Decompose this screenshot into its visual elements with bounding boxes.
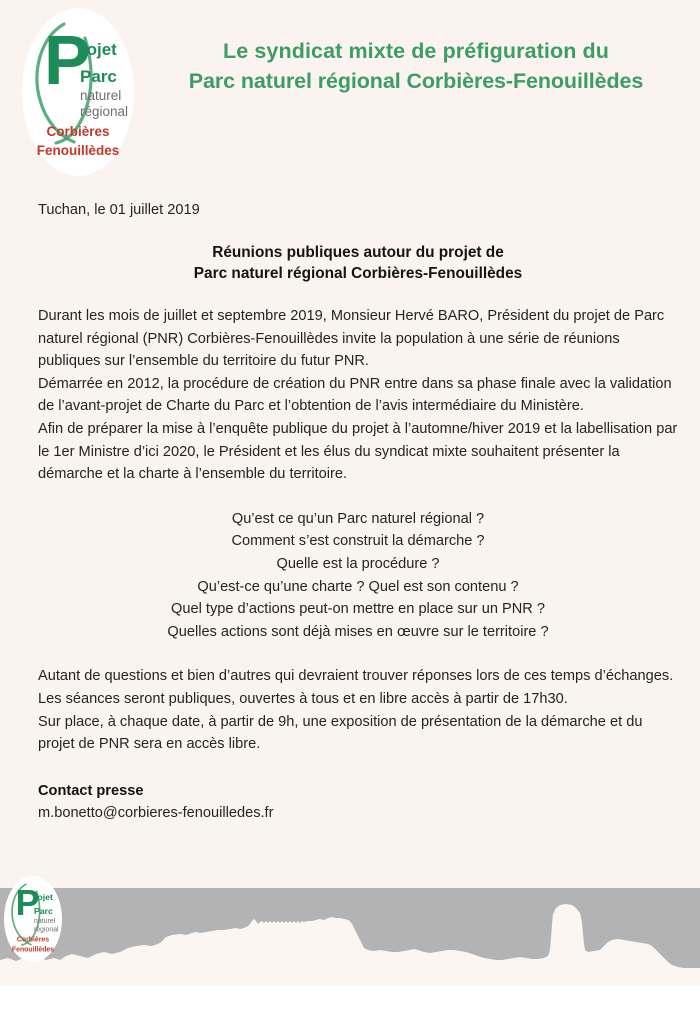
paragraph-intro: Durant les mois de juillet et septembre 2019, Monsieur Hervé BARO, Président du projet de Parc naturel régional (PNR) Corbières-Fenouillèdes invite la population à une série de réunions publiques sur l’ensemble du territoire du futur PNR. bbox=[38, 308, 665, 370]
svg-text:P: P bbox=[44, 21, 91, 99]
svg-text:régional: régional bbox=[80, 104, 129, 119]
svg-text:Parc: Parc bbox=[80, 67, 117, 86]
page-footer bbox=[0, 882, 700, 1023]
footer-white-strip bbox=[0, 986, 700, 1023]
svg-text:Fenouillèdes: Fenouillèdes bbox=[11, 946, 55, 954]
subject-heading bbox=[38, 242, 678, 284]
dateline: Tuchan, le 01 juillet 2019 bbox=[38, 202, 200, 218]
contact-section bbox=[38, 780, 678, 825]
castle-ridge-silhouette-icon bbox=[0, 888, 700, 986]
logo-pnr-footer bbox=[4, 876, 62, 962]
question-item: Qu’est ce qu’un Parc naturel régional ? bbox=[231, 510, 485, 527]
svg-text:naturel: naturel bbox=[34, 918, 56, 926]
logo-artwork-icon bbox=[22, 8, 134, 176]
svg-text:Corbières: Corbières bbox=[46, 124, 110, 139]
question-item: Qu’est-ce qu’une charte ? Quel est son contenu ? bbox=[197, 578, 519, 595]
page-header bbox=[0, 0, 700, 182]
svg-text:Parc: Parc bbox=[34, 905, 53, 916]
svg-text:Corbières: Corbières bbox=[16, 936, 50, 944]
question-item: Comment s’est construit la démarche ? bbox=[231, 533, 485, 550]
paragraph-autant-de-questions: Autant de questions et bien d’autres qui devraient trouver réponses lors de ces temps d’échanges. bbox=[38, 668, 674, 685]
page-title-line-1: Le syndicat mixte de préfiguration du bbox=[223, 39, 609, 63]
document-body bbox=[0, 200, 700, 825]
svg-text:rojet: rojet bbox=[80, 40, 117, 59]
logo-pnr-corbieres-fenouilledes bbox=[22, 8, 134, 176]
questions-list bbox=[38, 508, 678, 644]
paragraph-exposition: Sur place, à chaque date, à partir de 9h, une exposition de présentation de la démarche et du projet de PNR sera en accès libre. bbox=[38, 713, 643, 753]
svg-text:P: P bbox=[15, 882, 40, 923]
contact-email[interactable]: m.bonetto@corbieres-fenouilledes.fr bbox=[38, 805, 274, 822]
subject-heading-line-2: Parc naturel régional Corbières-Fenouillèdes bbox=[193, 265, 523, 282]
logo-footer-artwork-icon bbox=[4, 876, 62, 962]
paragraph-procedure: Démarrée en 2012, la procédure de création du PNR entre dans sa phase finale avec la validation de l’avant-projet de Charte du Parc et l’obtention de l’avis intermédiaire du Ministère. bbox=[38, 375, 672, 415]
page-title bbox=[140, 36, 692, 96]
question-item: Quel type d’actions peut-on mettre en place sur un PNR ? bbox=[171, 601, 545, 618]
question-item: Quelles actions sont déjà mises en œuvre sur le territoire ? bbox=[167, 623, 549, 640]
svg-text:rojet: rojet bbox=[34, 892, 53, 903]
question-item: Quelle est la procédure ? bbox=[276, 555, 440, 572]
page-title-line-2: Parc naturel régional Corbières-Fenouillèdes bbox=[188, 69, 644, 93]
svg-text:naturel: naturel bbox=[80, 88, 122, 103]
svg-text:régional: régional bbox=[34, 926, 59, 934]
subject-heading-line-1: Réunions publiques autour du projet de bbox=[212, 244, 504, 261]
contact-heading: Contact presse bbox=[38, 782, 144, 799]
svg-text:Fenouillèdes: Fenouillèdes bbox=[36, 143, 120, 158]
paragraph-enquete: Afin de préparer la mise à l’enquête publique du projet à l’automne/hiver 2019 et la labellisation par le 1er Ministre d’ici 2020, le Président et les élus du syndicat mixte souhaitent présenter la démarche et la charte à l’ensemble du territoire. bbox=[38, 420, 678, 483]
paragraph-seances: Les séances seront publiques, ouvertes à tous et en libre accès à partir de 17h30. bbox=[38, 690, 568, 707]
